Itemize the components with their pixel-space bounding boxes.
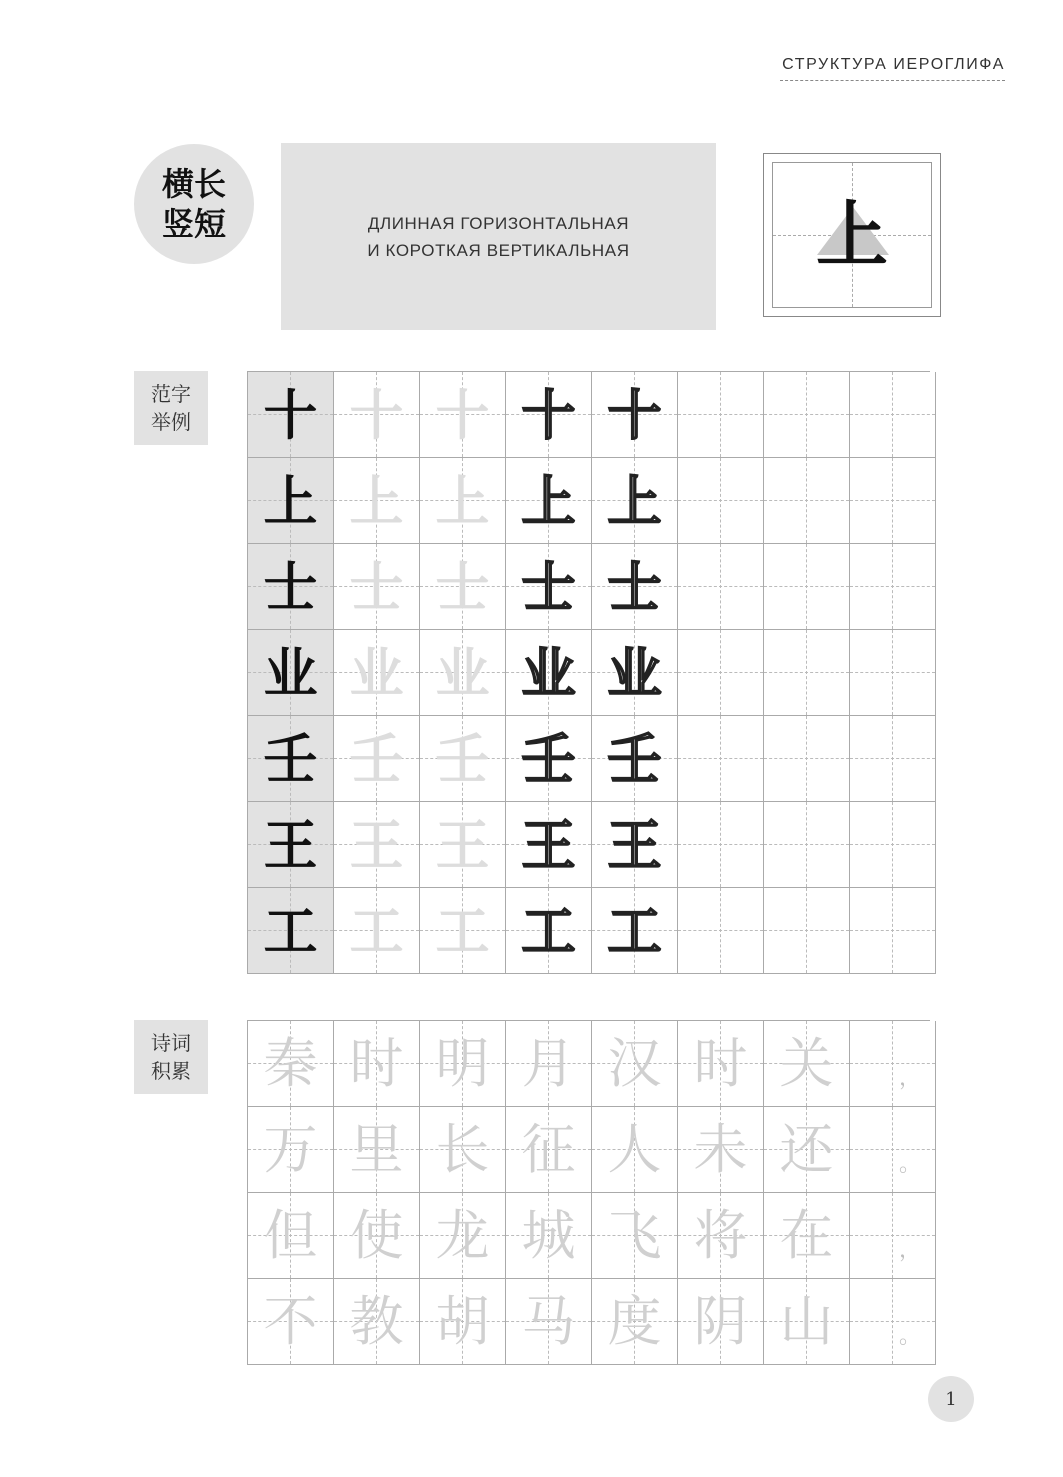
poem-punctuation-cell [850,1193,936,1279]
cell-character: 万 [263,1117,318,1181]
empty-practice-cell [764,544,850,630]
trace-character-cell [334,372,420,458]
cell-character: 还 [779,1117,834,1181]
outline-character-cell [592,372,678,458]
cell-character: 王 [435,812,490,877]
cell-character: 时 [693,1031,748,1095]
empty-practice-cell [764,630,850,716]
outline-character-cell [506,802,592,888]
model-character-cell [248,630,334,716]
example-row [248,458,930,544]
poem-character-cell [678,1021,764,1107]
cell-character: 工 [521,898,576,963]
poem-punctuation-cell [850,1021,936,1107]
trace-character-cell [334,716,420,802]
poem-punctuation-cell [850,1107,936,1193]
example-row [248,802,930,888]
cell-character: 。 [898,1324,921,1349]
example-row [248,544,930,630]
cell-character: 壬 [263,726,318,791]
cell-character: 王 [521,812,576,877]
poem-character-cell [420,1107,506,1193]
cell-character: 士 [607,554,662,619]
outline-character-cell [592,716,678,802]
empty-practice-cell [678,544,764,630]
empty-practice-cell [850,458,936,544]
empty-practice-cell [764,458,850,544]
cell-character: 上 [607,468,662,533]
cell-character: 十 [263,382,318,447]
poem-character-cell [506,1193,592,1279]
header-title: СТРУКТУРА ИЕРОГЛИФА [782,56,1005,73]
cell-character: 飞 [607,1203,662,1267]
cell-character: 。 [898,1152,921,1177]
cell-character: 十 [435,382,490,447]
model-character-cell [248,544,334,630]
rule-description-box [281,143,716,330]
empty-practice-cell [764,372,850,458]
poem-character-cell [334,1021,420,1107]
example-row [248,716,930,802]
model-character-cell [248,802,334,888]
examples-label-line-2: 举例 [151,410,191,434]
cell-character: 士 [349,554,404,619]
cell-character: 壬 [435,726,490,791]
cell-character: 十 [607,382,662,447]
cell-character: 在 [779,1203,834,1267]
empty-practice-cell [678,888,764,974]
model-character-cell [248,716,334,802]
empty-practice-cell [678,802,764,888]
outline-character-cell [592,630,678,716]
cell-character: 山 [779,1289,834,1353]
poem-row [248,1279,930,1365]
outline-character-cell [592,458,678,544]
poem-character-cell [592,1279,678,1365]
outline-character-cell [592,544,678,630]
cell-character: 业 [435,640,490,705]
poem-character-cell [334,1107,420,1193]
cell-character: 教 [349,1289,404,1353]
poem-character-cell [764,1279,850,1365]
poem-practice-grid [247,1020,930,1365]
cell-character: 业 [263,640,318,705]
cell-character: ， [898,1238,921,1263]
cell-character: 业 [349,640,404,705]
poem-character-cell [248,1107,334,1193]
outline-character-cell [506,544,592,630]
poem-character-cell [248,1279,334,1365]
cell-character: 里 [349,1117,404,1181]
structure-badge [134,144,254,264]
outline-character-cell [506,716,592,802]
cell-character: 上 [263,468,318,533]
poem-character-cell [764,1107,850,1193]
cell-character: 上 [521,468,576,533]
cell-character: 王 [263,812,318,877]
cell-character: 阴 [693,1289,748,1353]
empty-practice-cell [678,716,764,802]
cell-character: 关 [779,1031,834,1095]
trace-character-cell [334,458,420,544]
cell-character: 长 [435,1117,490,1181]
poem-row [248,1193,930,1279]
outline-character-cell [506,630,592,716]
model-character-cell [248,888,334,974]
trace-character-cell [420,458,506,544]
empty-practice-cell [764,888,850,974]
trace-character-cell [334,888,420,974]
poem-character-cell [678,1107,764,1193]
cell-character: ， [898,1066,921,1091]
outline-character-cell [592,888,678,974]
empty-practice-cell [764,802,850,888]
poem-character-cell [420,1193,506,1279]
poem-character-cell [592,1193,678,1279]
cell-character: 上 [349,468,404,533]
empty-practice-cell [764,716,850,802]
cell-character: 不 [263,1289,318,1353]
outline-character-cell [506,458,592,544]
poem-character-cell [764,1193,850,1279]
empty-practice-cell [678,630,764,716]
cell-character: 士 [435,554,490,619]
cell-character: 工 [435,898,490,963]
example-row [248,372,930,458]
cell-character: 未 [693,1117,748,1181]
empty-practice-cell [850,716,936,802]
poem-character-cell [678,1193,764,1279]
example-character-grid [772,162,932,308]
cell-character: 使 [349,1203,404,1267]
examples-practice-grid [247,371,930,974]
cell-character: 秦 [263,1031,318,1095]
empty-practice-cell [850,888,936,974]
poem-character-cell [248,1021,334,1107]
cell-character: 十 [349,382,404,447]
poem-character-cell [678,1279,764,1365]
cell-character: 胡 [435,1289,490,1353]
cell-character: 汉 [607,1031,662,1095]
empty-practice-cell [850,630,936,716]
trace-character-cell [420,802,506,888]
cell-character: 上 [435,468,490,533]
examples-label-line-1: 范字 [151,382,191,406]
cell-character: 人 [607,1117,662,1181]
cell-character: 时 [349,1031,404,1095]
poem-punctuation-cell [850,1279,936,1365]
example-row [248,888,930,974]
trace-character-cell [420,630,506,716]
model-character-cell [248,372,334,458]
cell-character: 壬 [521,726,576,791]
rule-line-1: ДЛИННАЯ ГОРИЗОНТАЛЬНАЯ [367,213,630,233]
trace-character-cell [334,802,420,888]
poem-character-cell [506,1279,592,1365]
cell-character: 业 [521,640,576,705]
poem-character-cell [592,1021,678,1107]
outline-character-cell [506,888,592,974]
examples-label [134,371,208,445]
example-row [248,630,930,716]
trace-character-cell [334,544,420,630]
poem-character-cell [420,1279,506,1365]
cell-character: 士 [263,554,318,619]
cell-character: 工 [607,898,662,963]
poem-character-cell [334,1279,420,1365]
cell-character: 将 [693,1203,748,1267]
cell-character: 但 [263,1203,318,1267]
empty-practice-cell [850,802,936,888]
outline-character-cell [592,802,678,888]
cell-character: 工 [349,898,404,963]
trace-character-cell [420,888,506,974]
page-number: 1 [928,1376,974,1422]
poem-character-cell [334,1193,420,1279]
empty-practice-cell [678,458,764,544]
cell-character: 龙 [435,1203,490,1267]
header-rule [780,80,1005,81]
poem-label [134,1020,208,1094]
poem-character-cell [592,1107,678,1193]
empty-practice-cell [850,372,936,458]
cell-character: 王 [349,812,404,877]
poem-character-cell [506,1021,592,1107]
trace-character-cell [420,372,506,458]
example-character: 上 [815,192,888,277]
poem-label-line-1: 诗词 [151,1031,191,1055]
empty-practice-cell [678,372,764,458]
poem-label-line-2: 积累 [151,1059,191,1083]
trace-character-cell [334,630,420,716]
trace-character-cell [420,716,506,802]
trace-character-cell [420,544,506,630]
example-character-frame [763,153,941,317]
badge-line-1: 横长 [161,165,226,203]
poem-row [248,1107,930,1193]
cell-character: 王 [607,812,662,877]
rule-line-2: И КОРОТКАЯ ВЕРТИКАЛЬНАЯ [367,240,630,260]
model-character-cell [248,458,334,544]
poem-character-cell [506,1107,592,1193]
cell-character: 马 [521,1289,576,1353]
cell-character: 业 [607,640,662,705]
poem-character-cell [420,1021,506,1107]
poem-character-cell [248,1193,334,1279]
cell-character: 征 [521,1117,576,1181]
cell-character: 壬 [607,726,662,791]
cell-character: 工 [263,898,318,963]
cell-character: 月 [521,1031,576,1095]
poem-row [248,1021,930,1107]
outline-character-cell [506,372,592,458]
empty-practice-cell [850,544,936,630]
cell-character: 度 [607,1289,662,1353]
cell-character: 十 [521,382,576,447]
cell-character: 壬 [349,726,404,791]
cell-character: 士 [521,554,576,619]
cell-character: 明 [435,1031,490,1095]
badge-line-2: 竖短 [161,205,226,243]
poem-character-cell [764,1021,850,1107]
cell-character: 城 [521,1203,576,1267]
